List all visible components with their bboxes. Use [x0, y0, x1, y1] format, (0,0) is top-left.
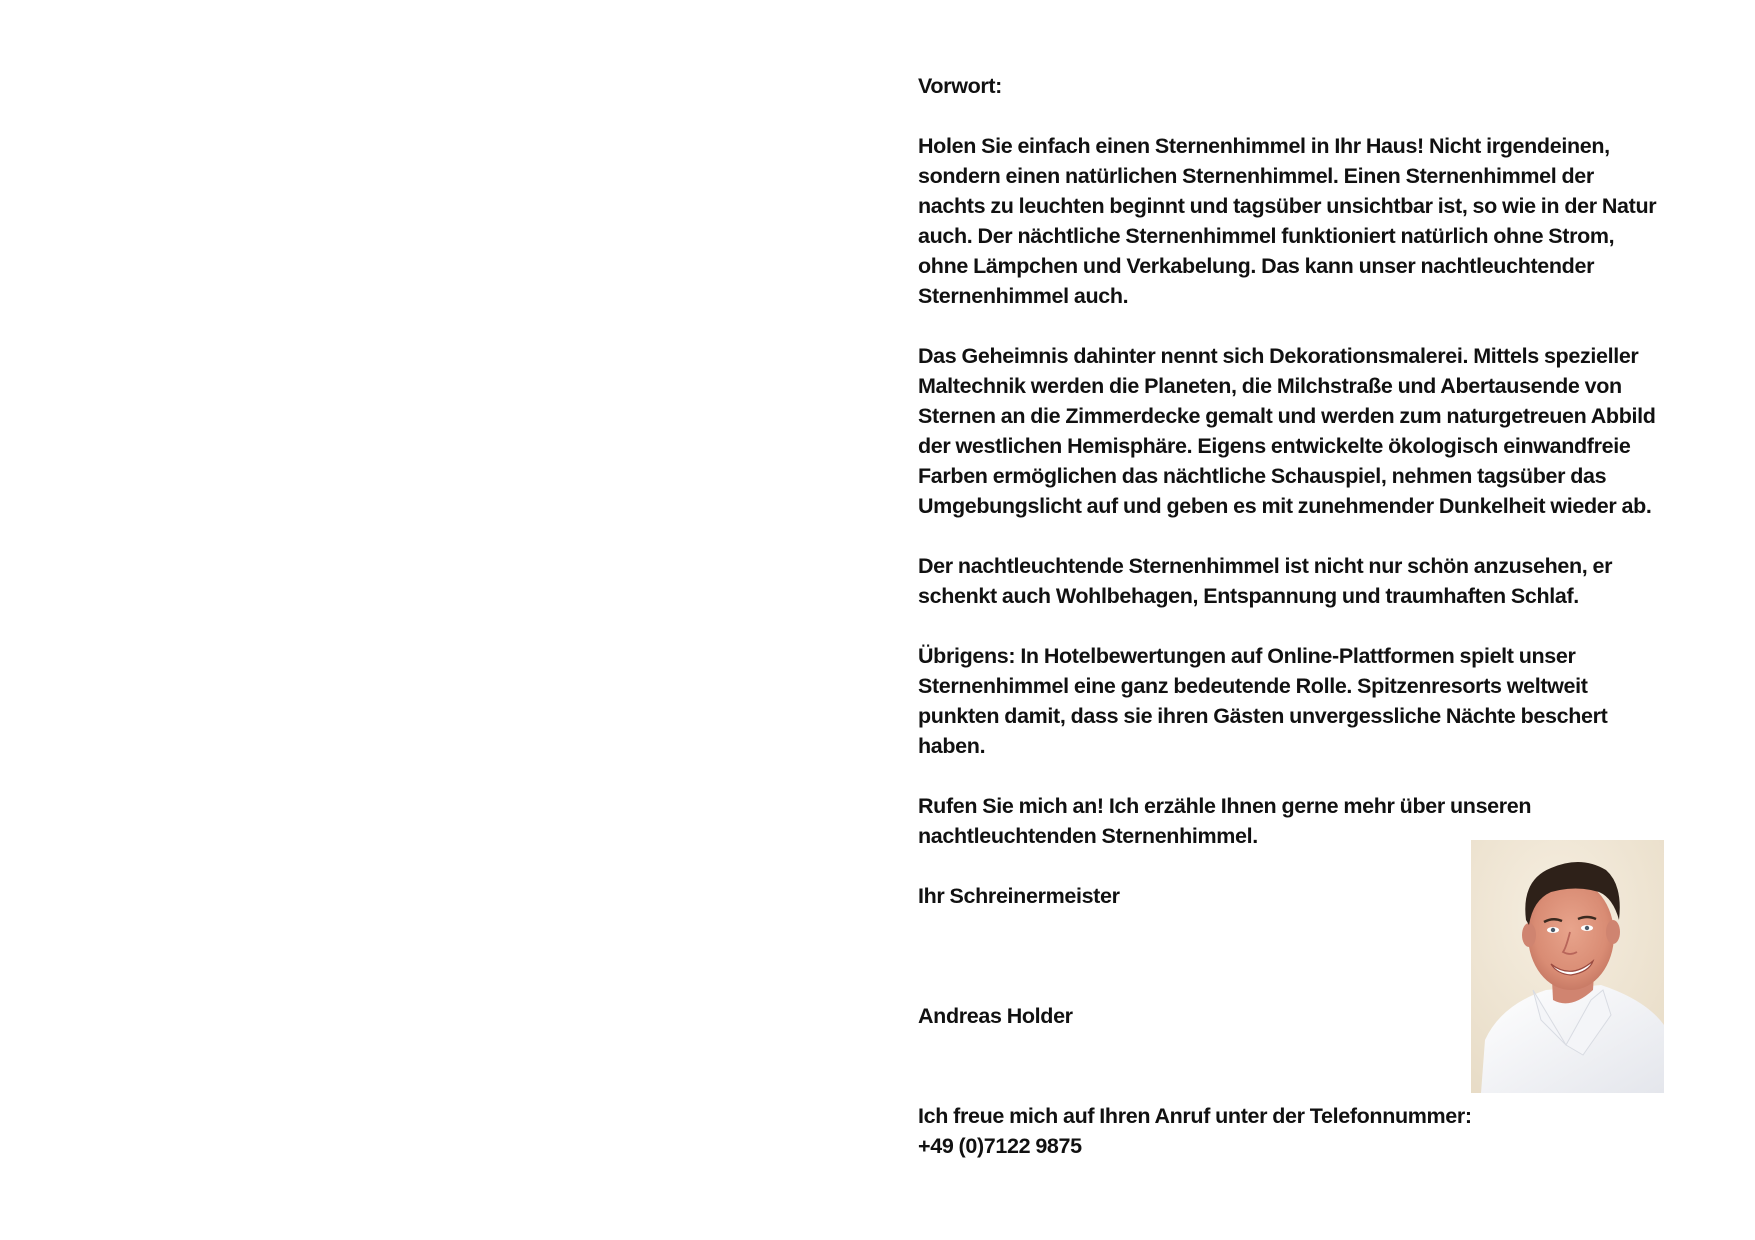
paragraph-call-to-action — [918, 791, 1531, 851]
paragraph-line: ohne Lämpchen und Verkabelung. Das kann unser nachtleuchtender — [918, 254, 1595, 278]
paragraph-line: Maltechnik werden die Planeten, die Milchstraße und Abertausende von — [918, 374, 1622, 398]
paragraph-secret — [918, 341, 1656, 521]
paragraph-line: Das Geheimnis dahinter nennt sich Dekorationsmalerei. Mittels spezieller — [918, 344, 1639, 368]
left-page-blank — [0, 0, 877, 1240]
paragraph-line: der westlichen Hemisphäre. Eigens entwickelte ökologisch einwandfreie — [918, 434, 1631, 458]
page-heading — [918, 71, 1002, 101]
paragraph-line: auch. Der nächtliche Sternenhimmel funktioniert natürlich ohne Strom, — [918, 224, 1615, 248]
paragraph-line: Farben ermöglichen das nächtliche Schauspiel, nehmen tagsüber das — [918, 464, 1607, 488]
paragraph-line: Sternenhimmel auch. — [918, 284, 1129, 308]
paragraph-line: Sternen an die Zimmerdecke gemalt und werden zum naturgetreuen Abbild — [918, 404, 1656, 428]
signature-name-text: Andreas Holder — [918, 1004, 1073, 1028]
closing-line — [918, 881, 1120, 911]
paragraph-line: Der nachtleuchtende Sternenhimmel ist nicht nur schön anzusehen, er — [918, 554, 1613, 578]
person-portrait-icon — [1471, 840, 1664, 1093]
paragraph-benefits — [918, 551, 1612, 611]
paragraph-line: nachts zu leuchten beginnt und tagsüber unsichtbar ist, so wie in der Natur — [918, 194, 1657, 218]
paragraph-line: haben. — [918, 734, 986, 758]
paragraph-line: Übrigens: In Hotelbewertungen auf Online-Plattformen spielt unser — [918, 644, 1576, 668]
contact-intro: Ich freue mich auf Ihren Anruf unter der Telefonnummer: — [918, 1104, 1472, 1128]
paragraph-line: nachtleuchtenden Sternenhimmel. — [918, 824, 1258, 848]
paragraph-line: Sternenhimmel eine ganz bedeutende Rolle. Spitzenresorts weltweit — [918, 674, 1588, 698]
paragraph-line: Holen Sie einfach einen Sternenhimmel in Ihr Haus! Nicht irgendeinen, — [918, 134, 1610, 158]
heading-text: Vorwort: — [918, 74, 1002, 98]
phone-number: +49 (0)7122 9875 — [918, 1134, 1082, 1158]
signature-name — [918, 1001, 1073, 1031]
paragraph-line: punkten damit, dass sie ihren Gästen unvergessliche Nächte beschert — [918, 704, 1608, 728]
closing-text: Ihr Schreinermeister — [918, 884, 1120, 908]
paragraph-line: Rufen Sie mich an! Ich erzähle Ihnen gerne mehr über unseren — [918, 794, 1532, 818]
portrait-photo — [1471, 840, 1664, 1093]
paragraph-line: Umgebungslicht auf und geben es mit zunehmender Dunkelheit wieder ab. — [918, 494, 1652, 518]
paragraph-intro — [918, 131, 1656, 311]
contact-block — [918, 1101, 1472, 1161]
paragraph-hotels — [918, 641, 1607, 761]
paragraph-line: sondern einen natürlichen Sternenhimmel. Einen Sternenhimmel der — [918, 164, 1594, 188]
paragraph-line: schenkt auch Wohlbehagen, Entspannung und traumhaften Schlaf. — [918, 584, 1579, 608]
